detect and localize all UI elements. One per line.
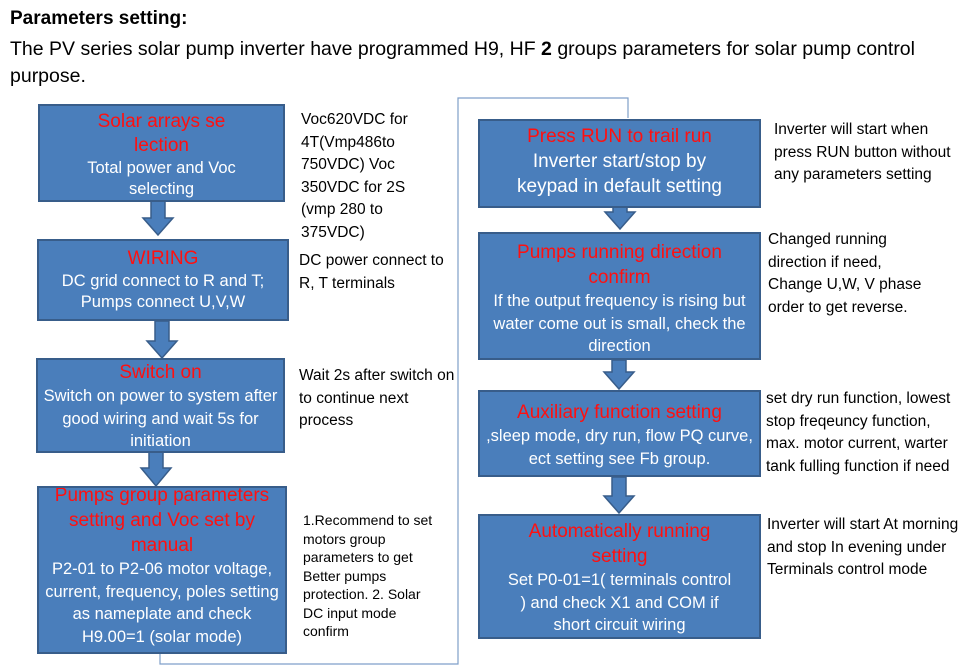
note-auxiliary-function: set dry run function, lowest stop freqeuncy function, max. motor current, warter tank fulling function if need — [766, 390, 951, 475]
arrow-right-2 — [604, 360, 634, 389]
step-body: DC grid connect to R and T; Pumps connect U,V,W — [61, 272, 265, 311]
intro-bold-number: 2 — [541, 38, 552, 60]
arrow-left-3 — [141, 452, 171, 486]
step-body: ,sleep mode, dry run, flow PQ curve, ect setting see Fb group. — [486, 427, 753, 468]
step-body: Switch on power to system after good wiring and wait 5s for initiation — [43, 387, 278, 450]
step-title: Automatically running setting — [528, 521, 711, 567]
step-switch-on — [36, 358, 285, 453]
step-solar-arrays-selection — [38, 104, 285, 202]
step-pumps-group-parameters — [37, 486, 287, 654]
step-pumps-running-direction — [478, 232, 761, 360]
arrow-left-2 — [147, 321, 177, 358]
step-body: Total power and Voc selecting — [87, 159, 236, 198]
note-pumps-group: 1.Recommend to set motors group parameters to get Better pumps protection. 2. Solar DC input mode confirm — [303, 512, 433, 639]
note-solar-arrays: Voc620VDC for 4T(Vmp486to 750VDC) Voc 350VDC for 2S (vmp 280 to 375VDC) — [301, 111, 408, 241]
arrow-right-1 — [605, 207, 635, 229]
step-title: Solar arrays se lection — [97, 111, 226, 156]
step-auxiliary-function — [478, 390, 761, 477]
step-title: WIRING — [127, 248, 199, 269]
intro-text-end: groups parameters for solar pump control purpose. — [10, 38, 915, 87]
step-body: Inverter start/stop by keypad in default setting — [517, 151, 722, 197]
step-body: If the output frequency is rising but water come out is small, check the direction — [493, 292, 746, 355]
note-automatically-running: Inverter will start At morning and stop In evening under Terminals control mode — [767, 516, 959, 578]
step-wiring — [37, 239, 289, 321]
step-title: Press RUN to trail run — [527, 126, 712, 147]
step-title: Pumps group parameters setting and Voc set by manual — [54, 486, 270, 556]
step-title: Switch on — [119, 362, 202, 383]
note-pumps-running-direction: Changed running direction if need, Change U,W, V phase order to get reverse. — [768, 231, 922, 316]
arrow-left-1 — [143, 201, 173, 235]
step-body: Set P0-01=1( terminals control ) and check X1 and COM if short circuit wiring — [507, 571, 732, 634]
step-body: P2-01 to P2-06 motor voltage, current, frequency, poles setting as nameplate and check H9.00=1 (solar mode) — [45, 560, 279, 646]
note-switch-on: Wait 2s after switch on to continue next process — [299, 367, 455, 429]
step-automatically-running — [478, 514, 761, 639]
note-press-run: Inverter will start when press RUN button without any parameters setting — [774, 121, 951, 183]
note-wiring: DC power connect to R, T terminals — [299, 252, 444, 292]
step-title: Pumps running direction confirm — [517, 242, 722, 288]
page-title: Parameters setting: — [10, 8, 188, 29]
step-press-run — [478, 119, 761, 208]
intro-text-start: The PV series solar pump inverter have programmed H9, HF — [10, 38, 542, 60]
arrow-right-3 — [604, 477, 634, 513]
step-title: Auxiliary function setting — [517, 402, 722, 423]
